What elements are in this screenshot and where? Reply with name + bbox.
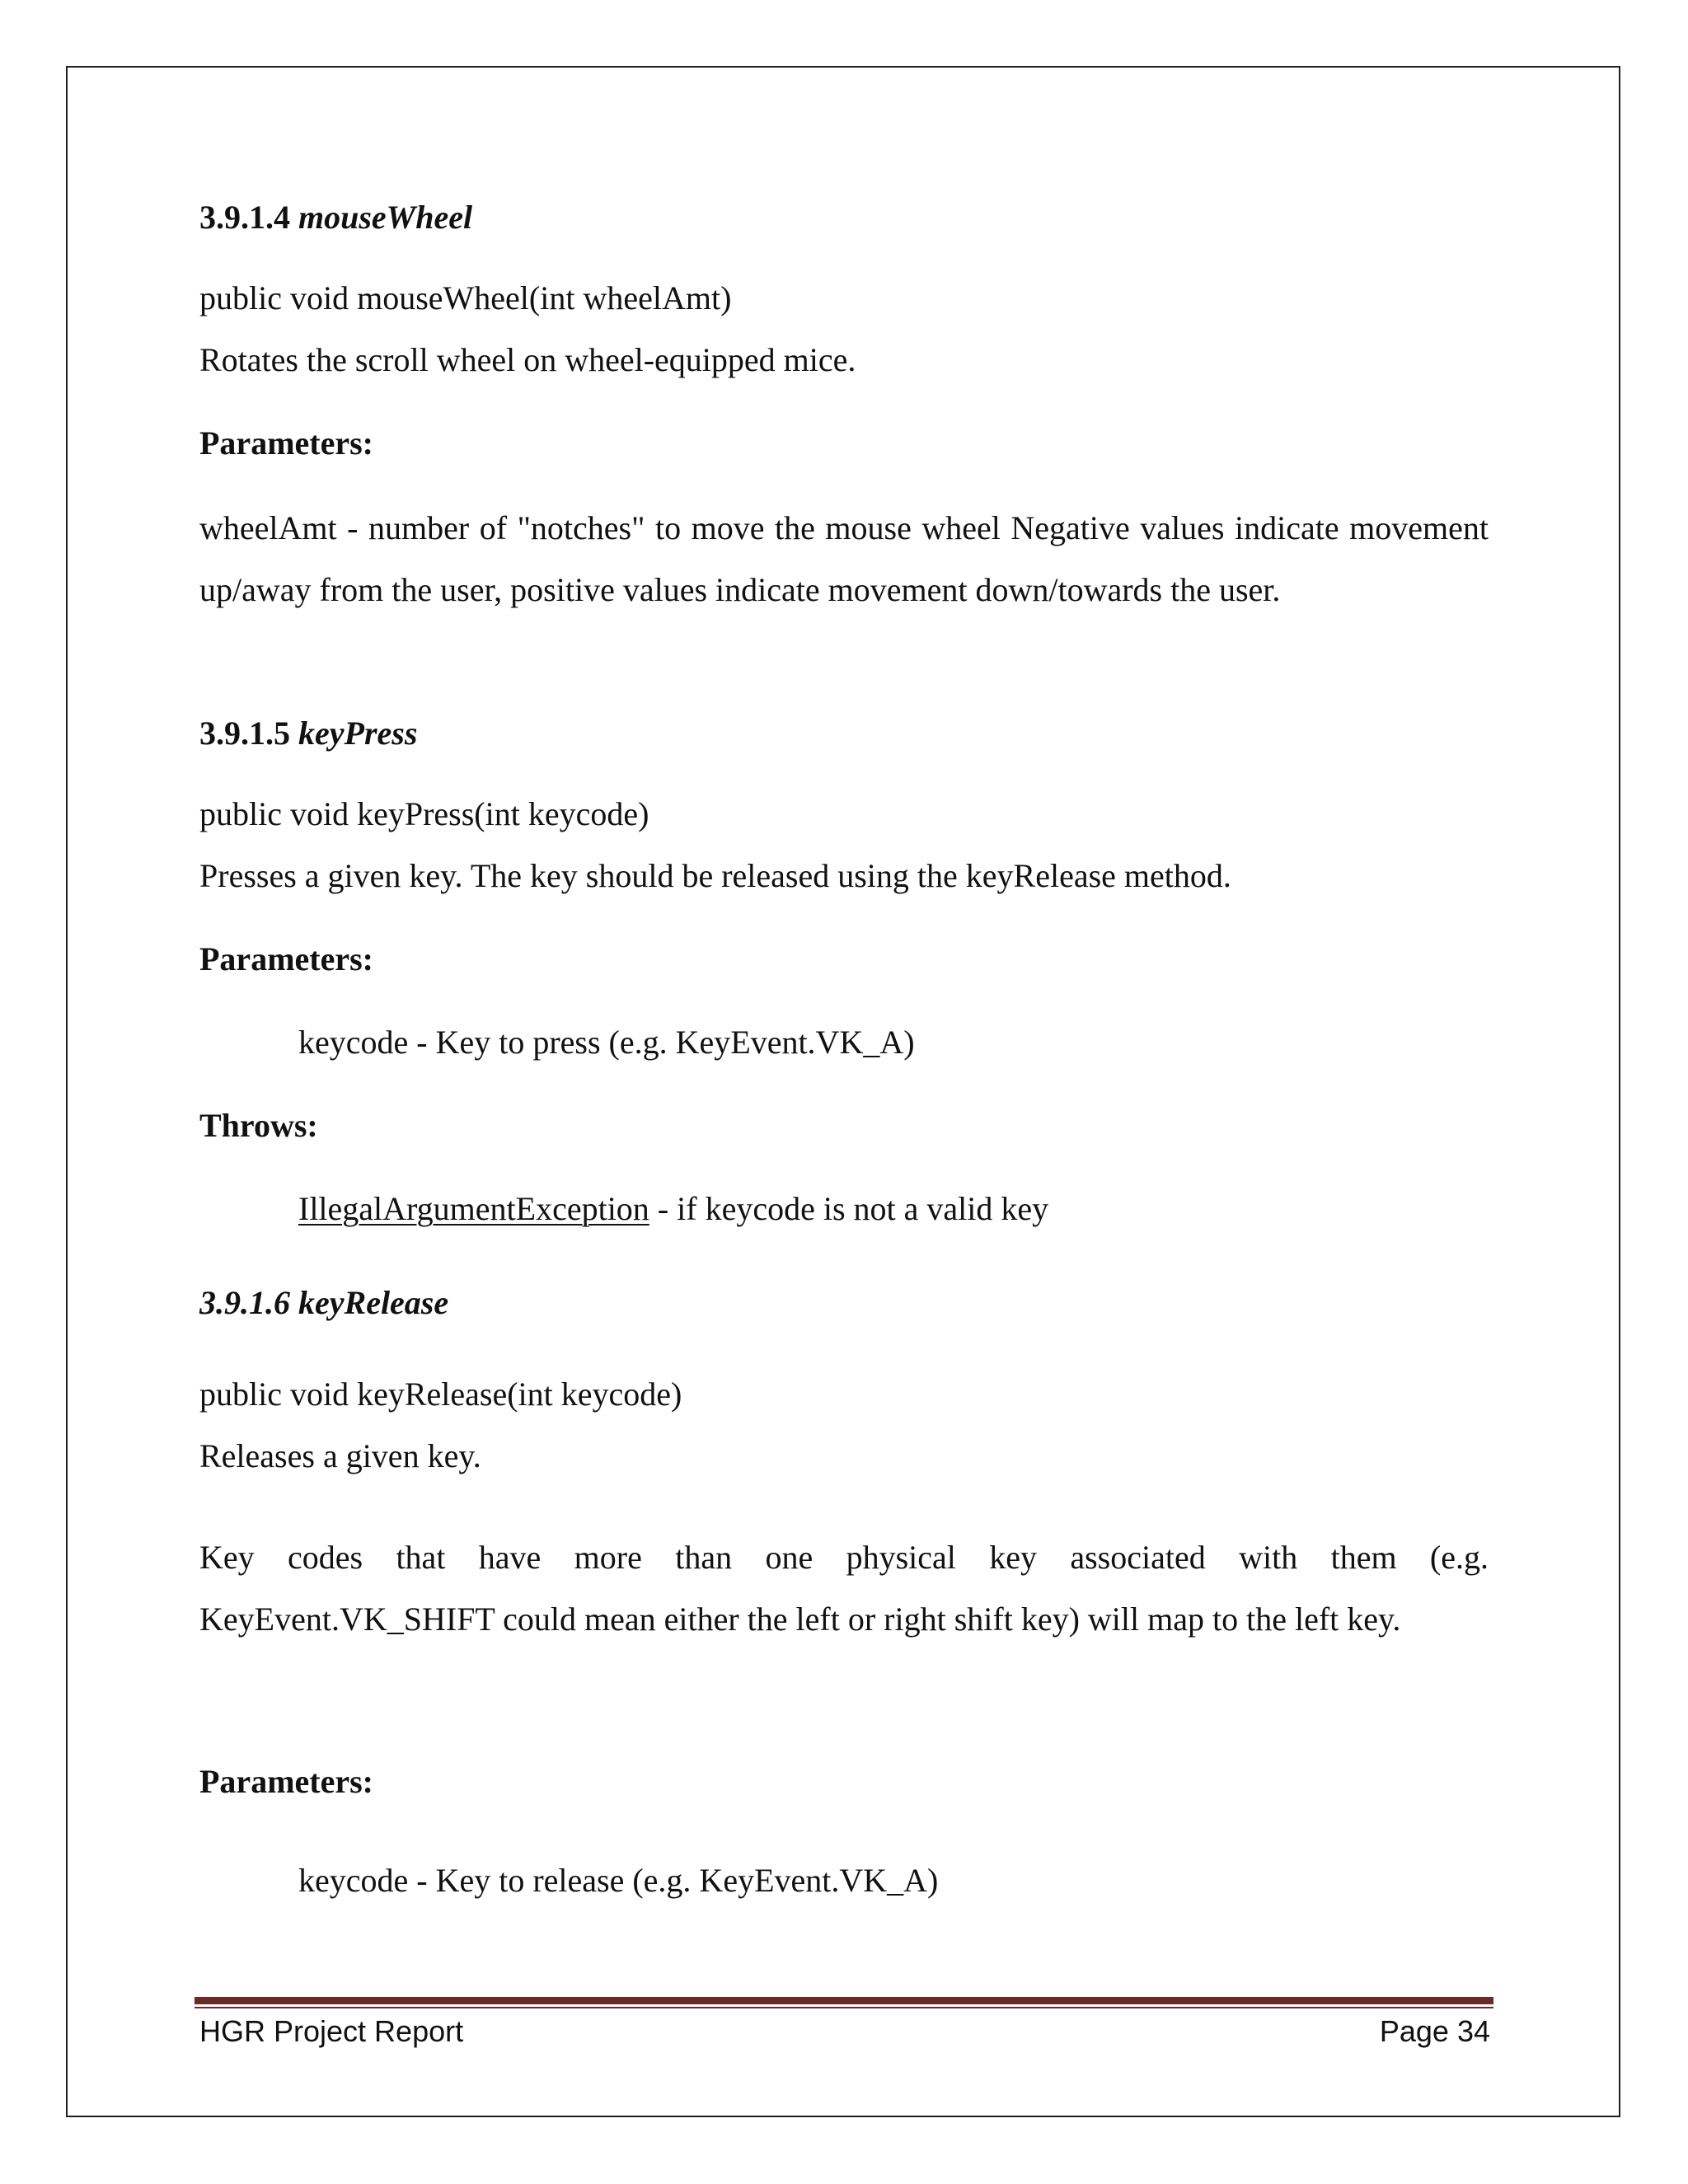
section-name: mouseWheel (298, 199, 473, 236)
parameters-label-keyrelease: Parameters: (199, 1763, 373, 1800)
footer-page-number: Page 34 (1379, 2014, 1490, 2048)
method-description-keypress: Presses a given key. The key should be released using the keyRelease method. (199, 857, 1231, 894)
parameters-label-keypress: Parameters: (199, 940, 373, 977)
throws-entry (298, 1188, 1048, 1230)
section-heading-mousewheel (199, 197, 472, 238)
section-name: keyPress (298, 715, 418, 752)
method-description-mousewheel: Rotates the scroll wheel on wheel-equipped mice. (199, 341, 856, 378)
method-signature-keypress: public void keyPress(int keycode) (199, 795, 649, 832)
method-description-keyrelease: Releases a given key. (199, 1437, 481, 1474)
method-signature-mousewheel: public void mouseWheel(int wheelAmt) (199, 279, 732, 316)
footer-report-title: HGR Project Report (199, 2014, 464, 2048)
footer-rule (195, 1997, 1493, 2004)
parameters-text-mousewheel: wheelAmt - number of "notches" to move the mouse wheel Negative values indicate movement up/away from the user, positive values indicate movement down/towards the user. (199, 509, 1489, 608)
footer-rule-thin (195, 2007, 1493, 2008)
section-heading-keypress (199, 713, 417, 754)
exception-text: - if keycode is not a valid key (649, 1190, 1049, 1227)
parameter-keycode-press: keycode - Key to press (e.g. KeyEvent.VK_A) (298, 1024, 915, 1061)
section-number: 3.9.1.4 (199, 199, 290, 236)
parameters-label-mousewheel: Parameters: (199, 424, 373, 462)
section-heading-keyrelease: 3.9.1.6 keyRelease (199, 1284, 449, 1321)
section-number: 3.9.1.5 (199, 715, 290, 752)
exception-link[interactable]: IllegalArgumentException (298, 1190, 649, 1227)
throws-label: Throws: (199, 1107, 318, 1144)
parameter-keycode-release: keycode - Key to release (e.g. KeyEvent.VK_A) (298, 1862, 939, 1899)
method-signature-keyrelease: public void keyRelease(int keycode) (199, 1376, 682, 1413)
keyrelease-note: Key codes that have more than one physical key associated with them (e.g. KeyEvent.VK_SHIFT could mean either the left or right shift key) will map to the left key. (199, 1539, 1489, 1638)
